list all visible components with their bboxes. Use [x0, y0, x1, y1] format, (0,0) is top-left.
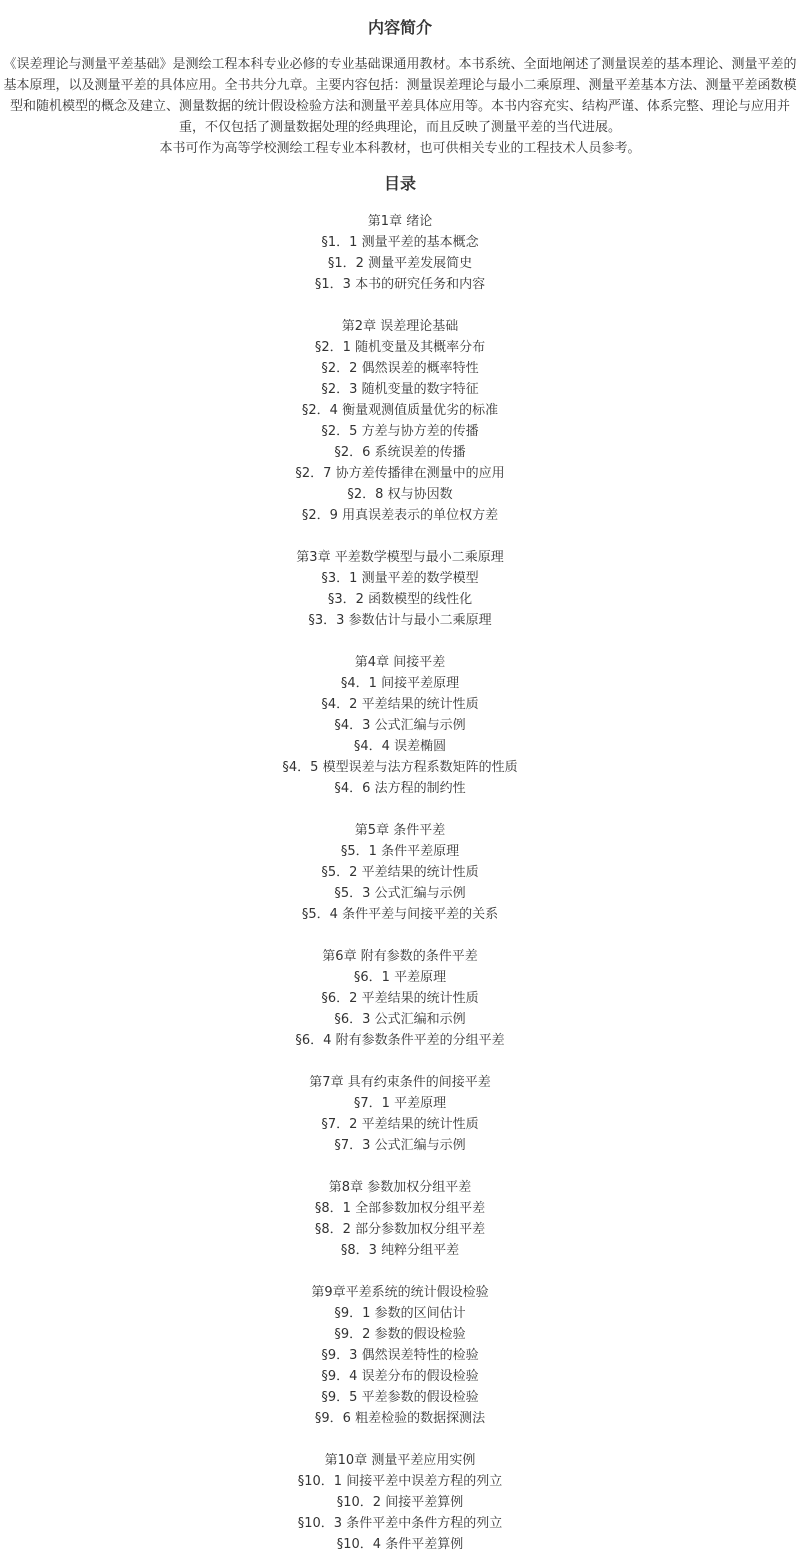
toc-section-item: §5．4 条件平差与间接平差的关系	[301, 907, 499, 922]
toc-chapter-heading: 第4章 间接平差	[354, 655, 446, 670]
toc-section-item: §2．8 权与协因数	[347, 487, 453, 502]
toc-section-item: §4．6 法方程的制约性	[334, 781, 466, 796]
toc-section-item: §9．5 平差参数的假设检验	[321, 1390, 479, 1405]
intro-paragraph: 本书可作为高等学校测绘工程专业本科教材，也可供相关专业的工程技术人员参考。	[159, 141, 641, 156]
toc-chapter-heading: 第9章平差系统的统计假设检验	[311, 1285, 489, 1300]
toc-section-item: §6．4 附有参数条件平差的分组平差	[295, 1033, 505, 1048]
toc-section-item: §6．1 平差原理	[353, 970, 447, 985]
toc-section-item: §7．3 公式汇编与示例	[334, 1138, 466, 1153]
toc-section-item: §3．2 函数模型的线性化	[327, 592, 473, 607]
toc-chapter-heading: 第6章 附有参数的条件平差	[322, 949, 478, 964]
toc-section-item: §2．3 随机变量的数字特征	[321, 382, 479, 397]
toc-section-item: §3．3 参数估计与最小二乘原理	[308, 613, 492, 628]
toc-section-item: §4．4 误差椭圆	[353, 739, 447, 754]
toc-chapter	[0, 652, 800, 799]
toc-chapter-heading: 第3章 平差数学模型与最小二乘原理	[296, 550, 504, 565]
toc-section-item: §4．5 模型误差与法方程系数矩阵的性质	[282, 760, 518, 775]
toc-section-item: §2．7 协方差传播律在测量中的应用	[295, 466, 505, 481]
toc-chapter-heading: 第2章 误差理论基础	[341, 319, 459, 334]
toc-section-item: §5．1 条件平差原理	[340, 844, 460, 859]
intro-title: 内容简介	[367, 18, 432, 37]
toc-chapter	[0, 1450, 800, 1555]
toc-section-item: §1．1 测量平差的基本概念	[321, 235, 479, 250]
toc-section-item: §9．2 参数的假设检验	[334, 1327, 466, 1342]
toc-chapter	[0, 946, 800, 1051]
toc-chapter	[0, 820, 800, 925]
toc-chapter-heading: 第7章 具有约束条件的间接平差	[309, 1075, 491, 1090]
toc-section-item: §8．3 纯粹分组平差	[340, 1243, 460, 1258]
toc-section-item: §5．3 公式汇编与示例	[334, 886, 466, 901]
toc-chapter-heading: 第1章 绪论	[367, 214, 433, 229]
toc-section-item: §2．5 方差与协方差的传播	[321, 424, 479, 439]
toc-chapter-heading: 第5章 条件平差	[354, 823, 446, 838]
toc-section-item: §8．1 全部参数加权分组平差	[314, 1201, 486, 1216]
toc-section-item: §4．1 间接平差原理	[340, 676, 460, 691]
toc-section-item: §2．1 随机变量及其概率分布	[314, 340, 486, 355]
toc-section-item: §4．2 平差结果的统计性质	[321, 697, 479, 712]
toc-section-item: §2．6 系统误差的传播	[334, 445, 466, 460]
toc-chapter	[0, 211, 800, 295]
toc-chapter	[0, 1177, 800, 1261]
toc-chapter	[0, 547, 800, 631]
toc-section-item: §6．3 公式汇编和示例	[334, 1012, 466, 1027]
toc-chapter	[0, 316, 800, 526]
intro-body	[0, 54, 800, 159]
toc-section-item: §2．4 衡量观测值质量优劣的标准	[301, 403, 499, 418]
toc-title: 目录	[383, 174, 416, 193]
toc-section-item: §3．1 测量平差的数学模型	[321, 571, 479, 586]
toc-chapter	[0, 1282, 800, 1429]
toc-section-item: §10．2 间接平差算例	[336, 1495, 464, 1510]
toc-section-item: §8．2 部分参数加权分组平差	[314, 1222, 486, 1237]
toc-section-item: §6．2 平差结果的统计性质	[321, 991, 479, 1006]
toc-section-item: §4．3 公式汇编与示例	[334, 718, 466, 733]
toc-chapter	[0, 1072, 800, 1156]
toc-section-item: §7．1 平差原理	[353, 1096, 447, 1111]
toc-chapter-heading: 第10章 测量平差应用实例	[324, 1453, 476, 1468]
toc-section-item: §2．2 偶然误差的概率特性	[321, 361, 479, 376]
toc-section-item: §10．3 条件平差中条件方程的列立	[297, 1516, 503, 1531]
table-of-contents	[0, 211, 800, 1555]
toc-section-item: §1．3 本书的研究任务和内容	[314, 277, 486, 292]
toc-chapter-heading: 第8章 参数加权分组平差	[328, 1180, 472, 1195]
toc-section-item: §7．2 平差结果的统计性质	[321, 1117, 479, 1132]
toc-section-item: §10．1 间接平差中误差方程的列立	[297, 1474, 503, 1489]
toc-section-item: §5．2 平差结果的统计性质	[321, 865, 479, 880]
toc-section-item: §10．4 条件平差算例	[336, 1537, 464, 1552]
toc-section-item: §2．9 用真误差表示的单位权方差	[301, 508, 499, 523]
toc-section-item: §9．1 参数的区间估计	[334, 1306, 466, 1321]
toc-section-item: §9．4 误差分布的假设检验	[321, 1369, 479, 1384]
toc-section-item: §9．3 偶然误差特性的检验	[321, 1348, 479, 1363]
toc-section-item: §1．2 测量平差发展简史	[327, 256, 473, 271]
intro-paragraph: 《误差理论与测量平差基础》是测绘工程本科专业必修的专业基础课通用教材。本书系统、全面地阐述了测量误差的基本理论、测量平差的基本原理，以及测量平差的具体应用。全书共分九章。主要内容包括：测量误差理论与最小二乘原理、测量平差基本方法、测量平差函数模型和随机模型的概念及建立、测量数据的统计假设检验方法和测量平差具体应用等。本书内容充实、结构严谨、体系完整、理论与应用并重，不仅包括了测量数据处理的经典理论，而且反映了测量平差的当代进展。	[3, 57, 797, 135]
toc-section-item: §9．6 粗差检验的数据探测法	[314, 1411, 486, 1426]
